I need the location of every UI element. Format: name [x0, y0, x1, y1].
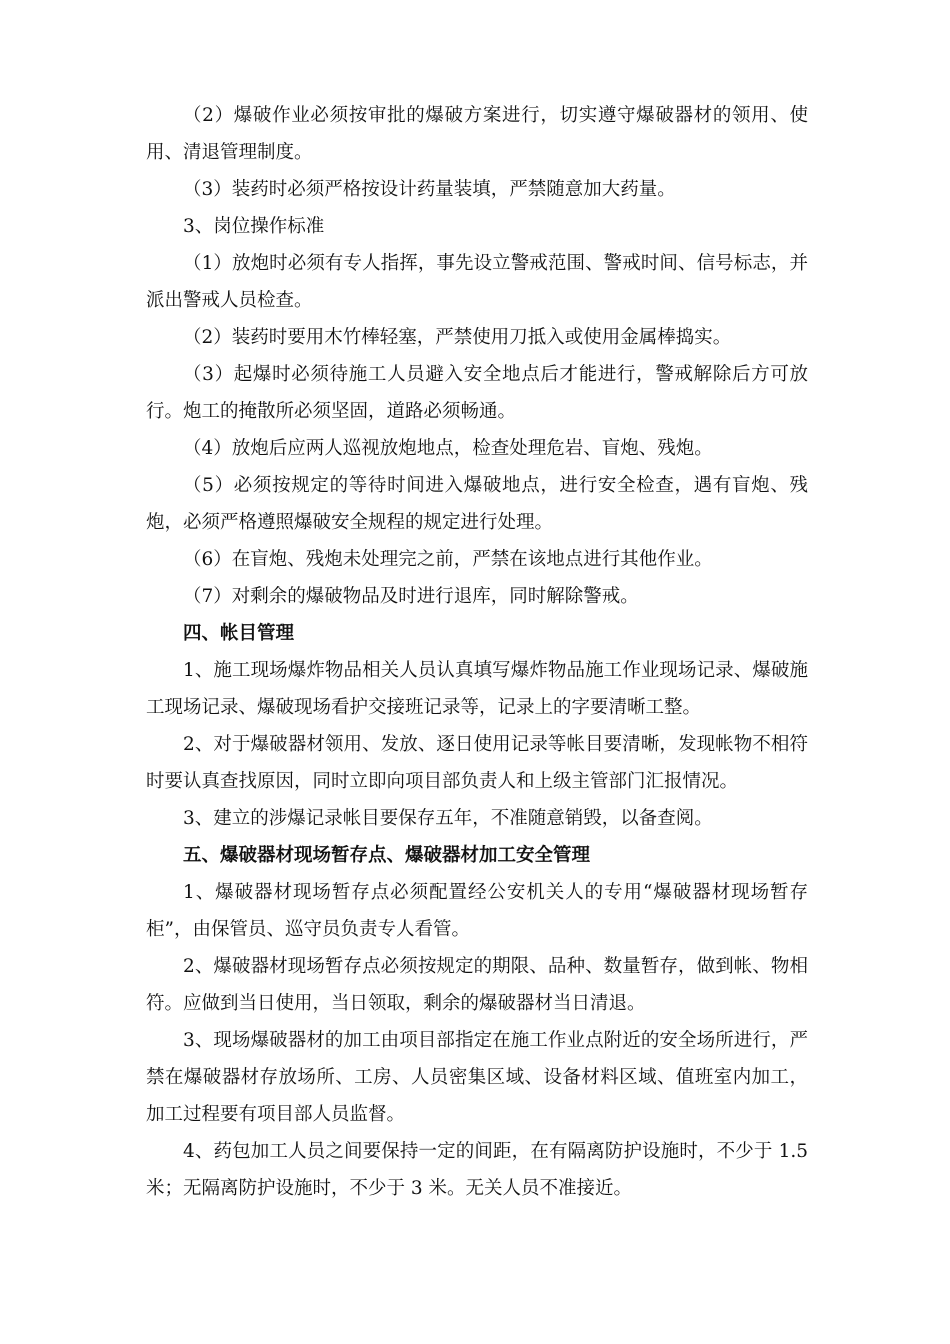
- paragraph-charging-tools: （2）装药时要用木竹棒轻塞，严禁使用刀抵入或使用金属棒捣实。: [183, 327, 732, 348]
- document-body: [146, 97, 808, 1207]
- paragraph-storage-rules: 2、爆破器材现场暂存点必须按规定的期限、品种、数量暂存，做到帐、物相符。应做到当日使用，当日领取，剩余的爆破器材当日清退。: [146, 956, 808, 1014]
- section-heading-storage-processing: 五、爆破器材现场暂存点、爆破器材加工安全管理: [183, 845, 591, 866]
- paragraph-processing-location: 3、现场爆破器材的加工由项目部指定在施工作业点附近的安全场所进行，严禁在爆破器材存放场所、工房、人员密集区域、设备材料区域、值班室内加工，加工过程要有项目部人员监督。: [146, 1030, 808, 1125]
- section-heading-account-management: 四、帐目管理: [183, 623, 295, 644]
- paragraph-blasting-plan: （2）爆破作业必须按审批的爆破方案进行，切实遵守爆破器材的领用、使用、清退管理制度。: [146, 105, 808, 163]
- paragraph-waiting-time: （5）必须按规定的等待时间进入爆破地点，进行安全检查，遇有盲炮、残炮，必须严格遵照爆破安全规程的规定进行处理。: [146, 475, 808, 533]
- paragraph-site-records: 1、施工现场爆炸物品相关人员认真填写爆炸物品施工作业现场记录、爆破施工现场记录、爆破现场看护交接班记录等，记录上的字要清晰工整。: [146, 660, 808, 718]
- subheading-post-operation-standard: 3、岗位操作标准: [183, 216, 325, 237]
- paragraph-detonation: （3）起爆时必须待施工人员避入安全地点后才能进行，警戒解除后方可放行。炮工的掩散所必须坚固，道路必须畅通。: [146, 364, 808, 422]
- paragraph-processing-distance: 4、药包加工人员之间要保持一定的间距，在有隔离防护设施时，不少于 1.5 米；无隔离防护设施时，不少于 3 米。无关人员不准接近。: [146, 1141, 808, 1199]
- paragraph-return-materials: （7）对剩余的爆破物品及时进行退库，同时解除警戒。: [183, 586, 639, 607]
- paragraph-post-blast-inspection: （4）放炮后应两人巡视放炮地点，检查处理危岩、盲炮、残炮。: [183, 438, 713, 459]
- paragraph-misfire-handling: （6）在盲炮、残炮未处理完之前，严禁在该地点进行其他作业。: [183, 549, 713, 570]
- paragraph-charge-amount: （3）装药时必须严格按设计药量装填，严禁随意加大药量。: [183, 179, 676, 200]
- paragraph-account-check: 2、对于爆破器材领用、发放、逐日使用记录等帐目要清晰，发现帐物不相符时要认真查找原因，同时立即向项目部负责人和上级主管部门汇报情况。: [146, 734, 808, 792]
- paragraph-command-warning: （1）放炮时必须有专人指挥，事先设立警戒范围、警戒时间、信号标志，并派出警戒人员检查。: [146, 253, 808, 311]
- paragraph-record-retention: 3、建立的涉爆记录帐目要保存五年，不准随意销毁，以备查阅。: [183, 808, 713, 829]
- paragraph-storage-cabinet: 1、爆破器材现场暂存点必须配置经公安机关人的专用“爆破器材现场暂存柜”，由保管员、巡守员负责专人看管。: [146, 882, 808, 940]
